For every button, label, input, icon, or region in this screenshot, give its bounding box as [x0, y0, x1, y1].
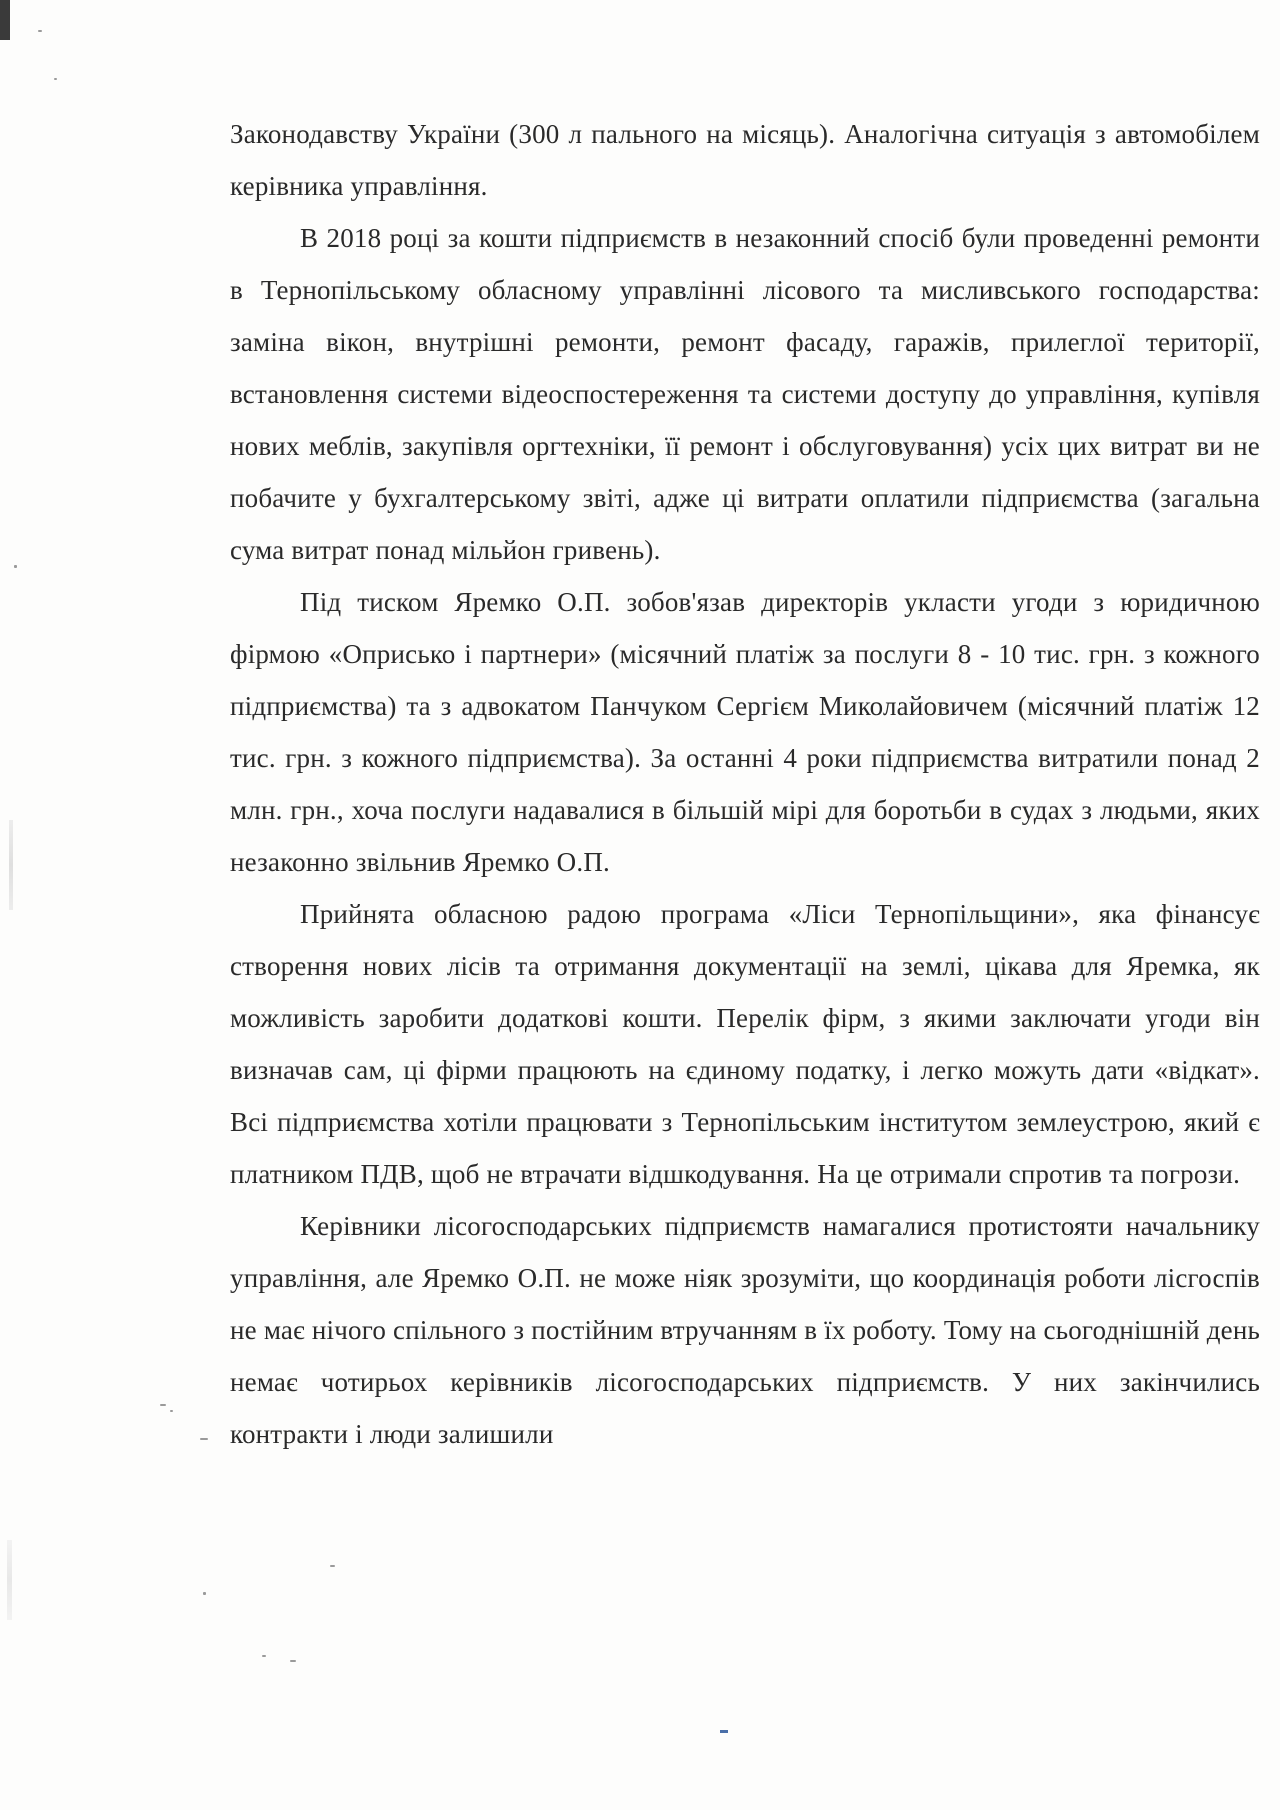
- scan-speck: [170, 1410, 173, 1412]
- paragraph: Керівники лісогосподарських підприємств намагалися протистояти начальнику управління, але Яремко О.П. не може ніяк зрозуміти, що координація роботи лісгоспів не має нічого спільного з постійним втручанням в їх роботу. Тому на сьогоднішній день немає чотирьох керівників лісогосподарських підприємств. У них закінчились контракти і люди залишили: [230, 1211, 1260, 1449]
- scan-fold-mark: [7, 1540, 12, 1620]
- scan-speck: [290, 1660, 296, 1662]
- scan-speck: [203, 1592, 206, 1595]
- scan-speck: [14, 565, 17, 568]
- scan-fold-mark: [9, 820, 13, 910]
- paragraph: В 2018 році за кошти підприємств в незаконний спосіб були проведенні ремонти в Тернопільському обласному управлінні лісового та мисливського господарства: заміна вікон, внутрішні ремонти, ремонт фасаду, гаражів, прилеглої території, встановлення системи відеоспостереження та системи доступу до управління, купівля нових меблів, закупівля оргтехніки, її ремонт і обслуговування) усіх цих витрат ви не побачите у бухгалтерському звіті, адже ці витрати оплатили підприємства (загальна сума витрат понад мільйон гривень).: [230, 223, 1260, 565]
- scan-speck: [262, 1655, 266, 1657]
- scan-speck: [54, 78, 57, 80]
- scan-speck: [38, 30, 42, 32]
- document-body: [230, 108, 1260, 1460]
- paragraph: Під тиском Яремко О.П. зобов'язав директорів укласти угоди з юридичною фірмою «Оприсько і партнери» (місячний платіж за послуги 8 - 10 тис. грн. з кожного підприємства) та з адвокатом Панчуком Сергієм Миколайовичем (місячний платіж 12 тис. грн. з кожного підприємства). За останні 4 роки підприємства витратили понад 2 млн. грн., хоча послуги надавалися в більшій мірі для боротьби в судах з людьми, яких незаконно звільнив Яремко О.П.: [230, 587, 1260, 877]
- scan-ink-mark: [720, 1730, 728, 1733]
- scan-speck: [330, 1565, 335, 1567]
- paragraph: Прийнята обласною радою програма «Ліси Тернопільщини», яка фінансує створення нових лісів та отримання документації на землі, цікава для Яремка, як можливість заробити додаткові кошти. Перелік фірм, з якими заключати угоди він визначав сам, ці фірми працюють на єдиному податку, і легко можуть дати «відкат». Всі підприємства хотіли працювати з Тернопільським інститутом землеустрою, який є платником ПДВ, щоб не втрачати відшкодування. На це отримали спротив та погрози.: [230, 899, 1260, 1189]
- paragraph: Законодавству України (300 л пального на місяць). Аналогічна ситуація з автомобілем керівника управління.: [230, 119, 1260, 201]
- scan-speck: [200, 1438, 208, 1440]
- scan-edge-mark: [0, 0, 10, 40]
- scan-speck: [160, 1404, 166, 1406]
